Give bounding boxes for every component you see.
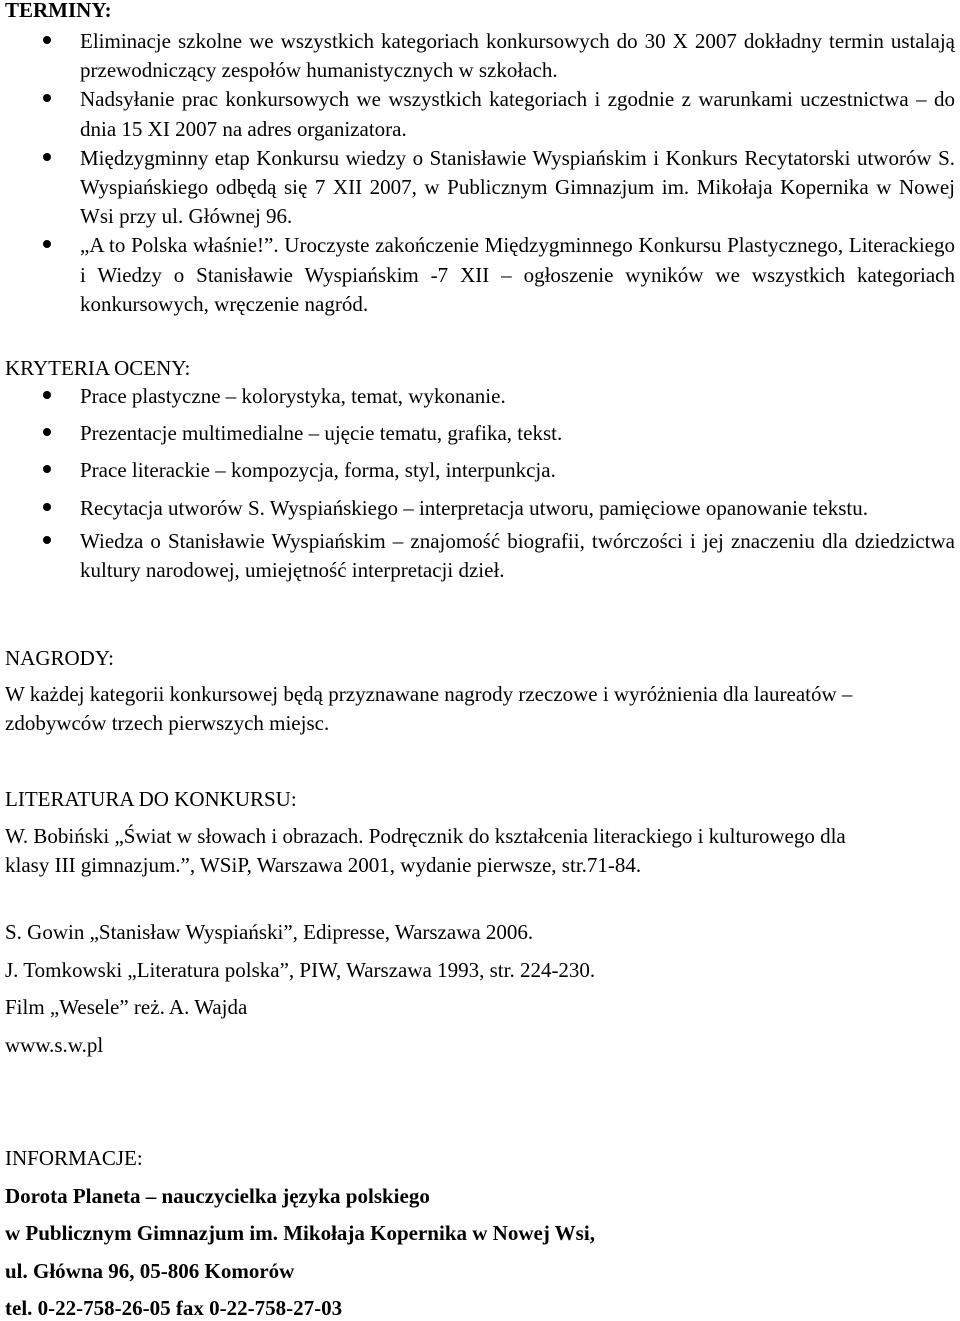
list-item-text: „A to Polska właśnie!”. Uroczyste zakończenie Międzygminnego Konkursu Plastycznego, Literackiego i Wiedzy o Stanisławie Wyspiańskim -7 XII – ogłoszenie wyników we wszystkich kategoriach konkursowych, wręczenie nagród. <box>80 233 955 316</box>
bullet-icon <box>43 503 51 511</box>
informacje-heading: INFORMACJE: <box>5 1146 143 1170</box>
bullet-icon <box>43 94 51 102</box>
bullet-icon <box>43 36 51 44</box>
list-item-text: Wiedza o Stanisławie Wyspiańskim – znajomość biografii, twórczości i jej znaczeniu dla dziedzictwa kultury narodowej, umiejętność interpretacji dzieł. <box>80 528 955 583</box>
list-item-text: Eliminacje szkolne we wszystkich kategoriach konkursowych do 30 X 2007 dokładny termin ustalają przewodniczący zespołów humanistycznych w szkołach. <box>80 29 955 83</box>
bullet-icon <box>43 240 51 248</box>
literatura-item: S. Gowin „Stanisław Wyspiański”, Edipresse, Warszawa 2006. <box>5 920 534 944</box>
list-item <box>5 27 955 85</box>
literatura-item: W. Bobiński „Świat w słowach i obrazach. Podręcznik do kształcenia literackiego i kulturowego dla klasy III gimnazjum.”, WSiP, Warszawa 2001, wydanie pierwsze, str.71-84. <box>5 824 846 877</box>
kryteria-list <box>5 382 955 585</box>
literatura-item: J. Tomkowski „Literatura polska”, PIW, Warszawa 1993, str. 224-230. <box>5 958 596 982</box>
list-item <box>5 527 955 585</box>
bullet-icon <box>43 465 51 473</box>
literatura-heading: LITERATURA DO KONKURSU: <box>5 787 297 811</box>
terminy-heading: TERMINY: <box>5 0 112 22</box>
list-item <box>5 494 955 523</box>
list-item-text: Recytacja utworów S. Wyspiańskiego – interpretacja utworu, pamięciowe opanowanie tekstu. <box>80 495 868 520</box>
bullet-icon <box>43 536 51 544</box>
list-item <box>5 144 955 232</box>
list-item <box>5 382 955 411</box>
nagrody-heading: NAGRODY: <box>5 646 114 670</box>
list-item-text: Nadsyłanie prac konkursowych we wszystkich kategoriach i zgodnie z warunkami uczestnictwa – do dnia 15 XI 2007 na adres organizatora. <box>80 87 955 141</box>
contact-line: Dorota Planeta – nauczycielka języka polskiego <box>5 1184 430 1208</box>
list-item <box>5 456 955 485</box>
list-item <box>5 85 955 143</box>
contact-line: tel. 0-22-758-26-05 fax 0-22-758-27-03 <box>5 1296 343 1320</box>
list-item <box>5 231 955 319</box>
nagrody-text: W każdej kategorii konkursowej będą przyznawane nagrody rzeczowe i wyróżnienia dla laureatów – zdobywców trzech pierwszych miejsc. <box>5 682 853 735</box>
list-item-text: Prace literackie – kompozycja, forma, styl, interpunkcja. <box>80 458 556 483</box>
bullet-icon <box>43 391 51 399</box>
list-item <box>5 419 955 448</box>
contact-line: w Publicznym Gimnazjum im. Mikołaja Kopernika w Nowej Wsi, <box>5 1221 595 1245</box>
bullet-icon <box>43 153 51 161</box>
literatura-item: Film „Wesele” reż. A. Wajda <box>5 995 248 1019</box>
bullet-icon <box>43 428 51 436</box>
kryteria-heading: KRYTERIA OCENY: <box>5 356 191 380</box>
terminy-list <box>5 27 955 319</box>
list-item-text: Prezentacje multimedialne – ujęcie tematu, grafika, tekst. <box>80 421 563 446</box>
literatura-item: www.s.w.pl <box>5 1033 104 1057</box>
contact-line: ul. Główna 96, 05-806 Komorów <box>5 1259 295 1283</box>
list-item-text: Prace plastyczne – kolorystyka, temat, wykonanie. <box>80 384 506 408</box>
list-item-text: Międzygminny etap Konkursu wiedzy o Stanisławie Wyspiańskim i Konkurs Recytatorski utworów S. Wyspiańskiego odbędą się 7 XII 2007, w Publicznym Gimnazjum im. Mikołaja Kopernika w Nowej Wsi przy ul. Głównej 96. <box>80 145 955 229</box>
